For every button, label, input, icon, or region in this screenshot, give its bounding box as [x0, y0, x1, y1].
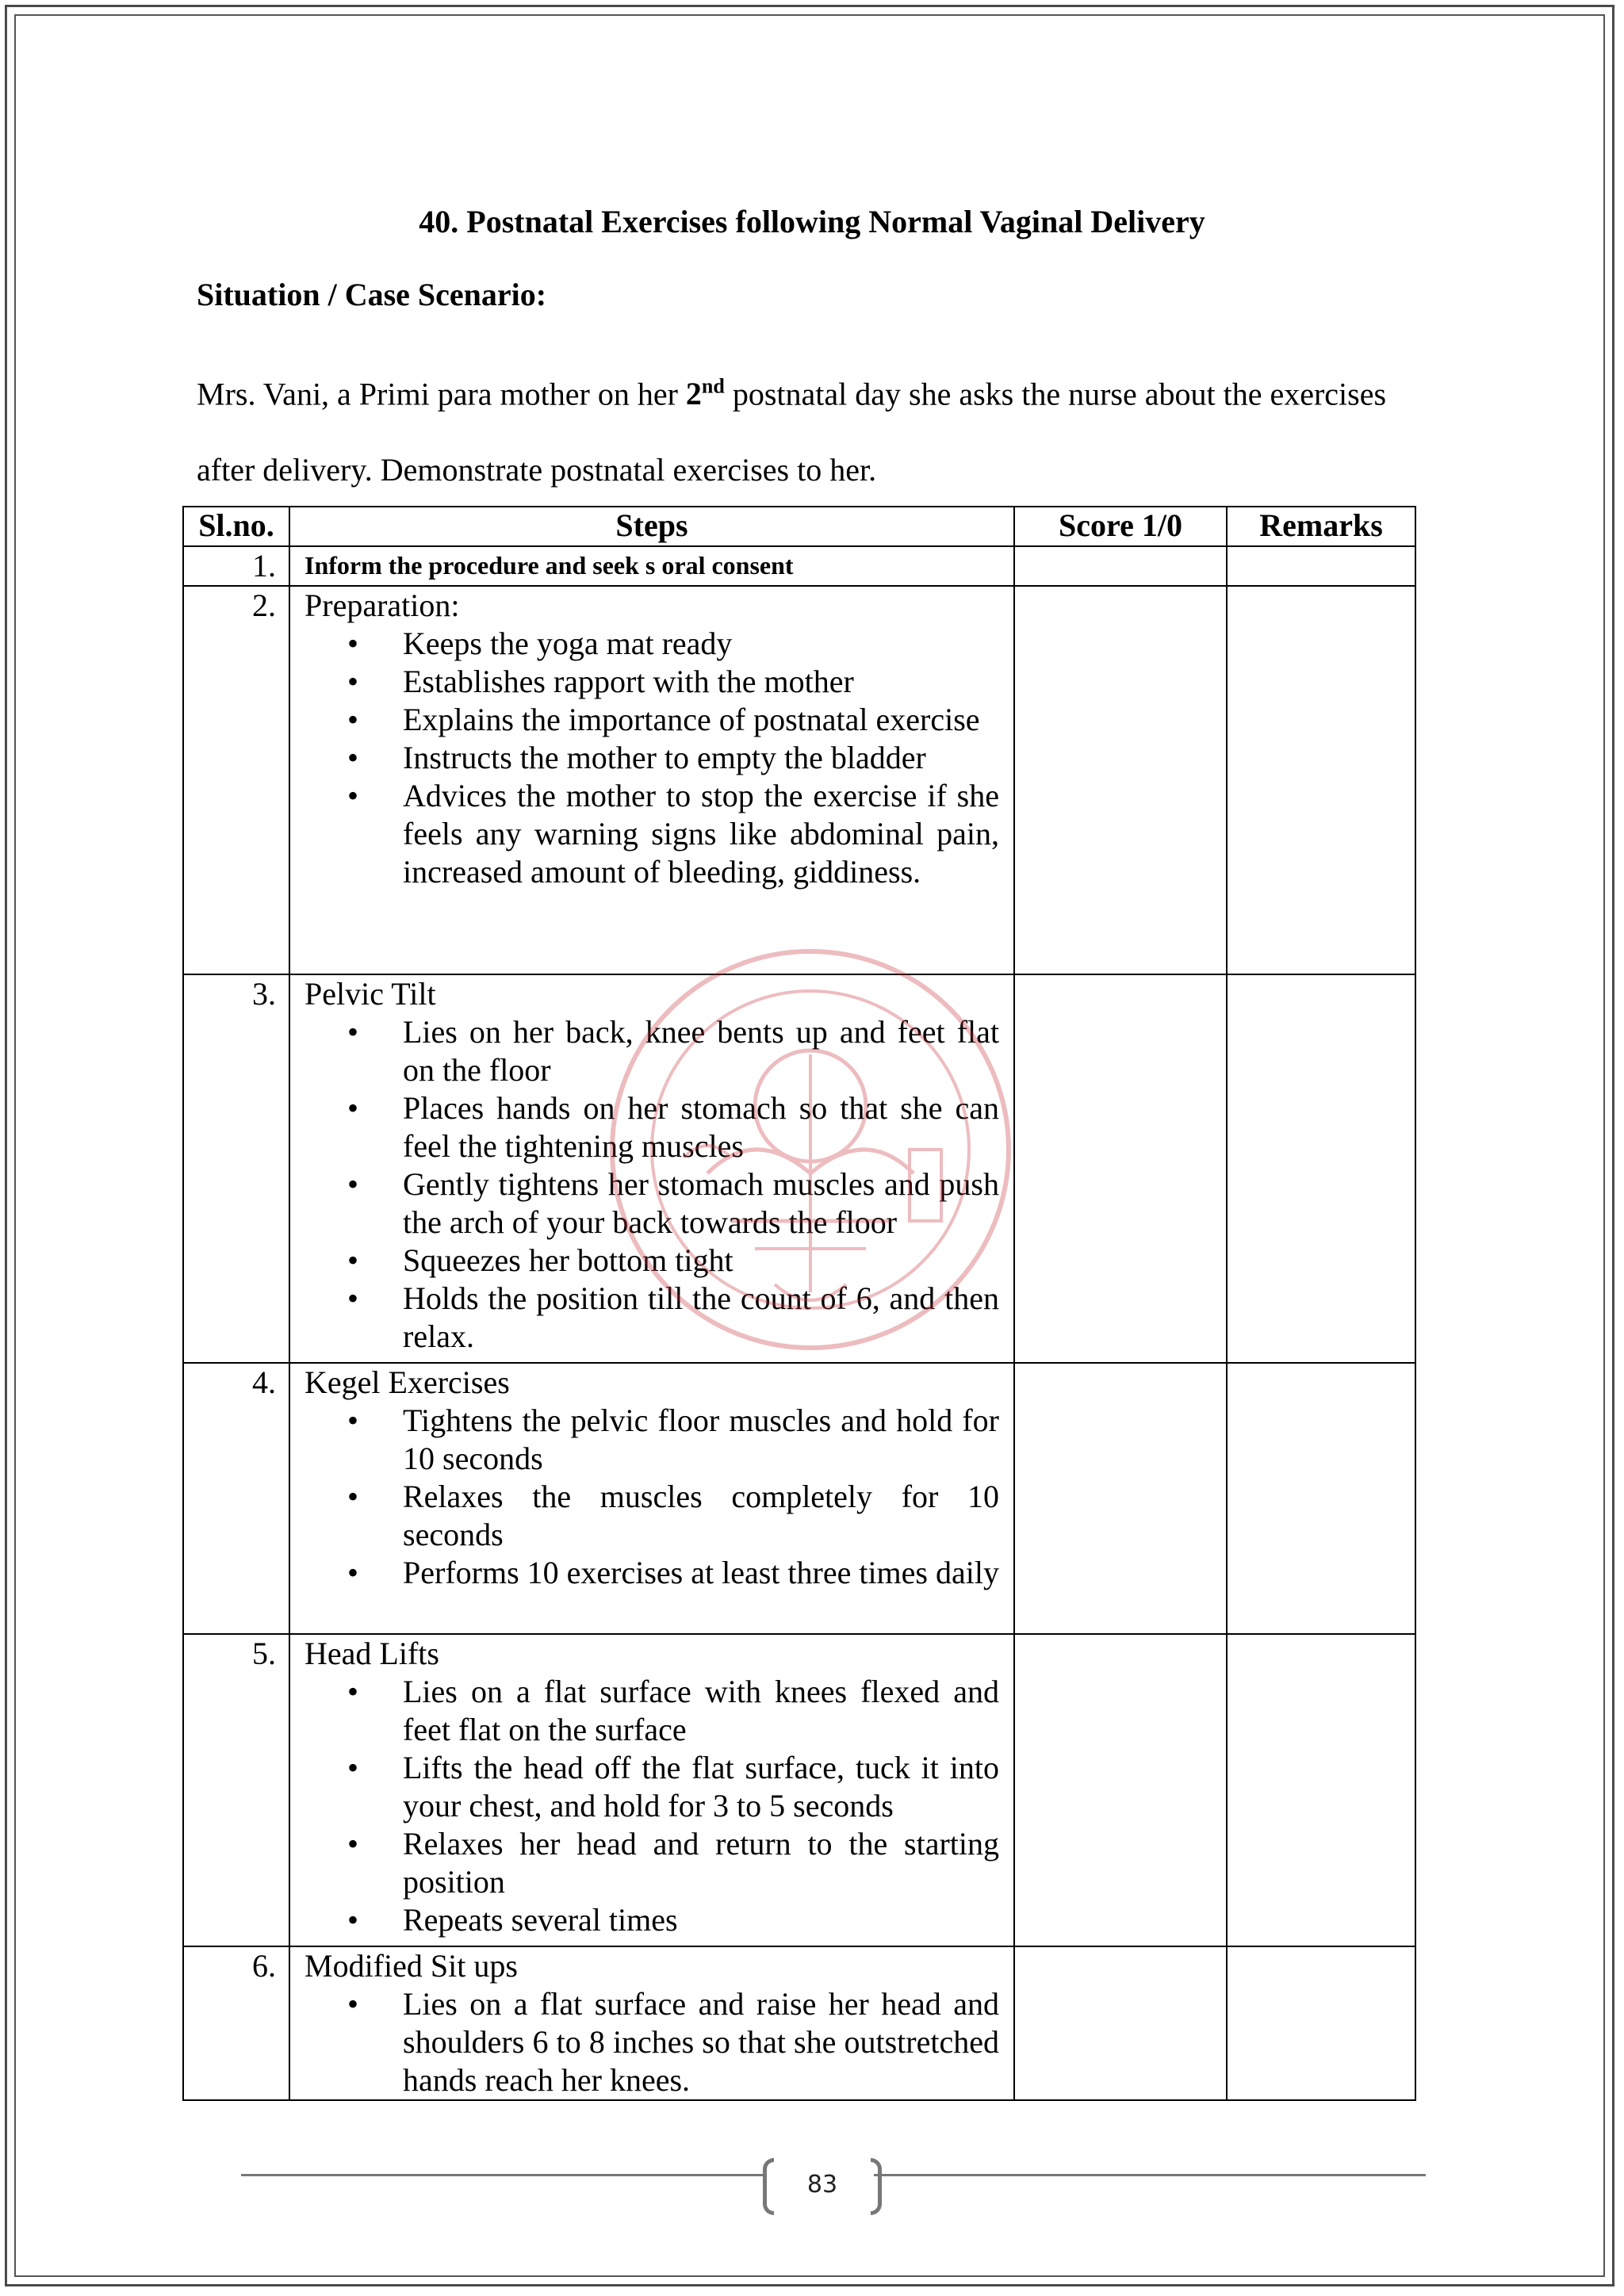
footer-bracket-right — [871, 2158, 882, 2215]
list-item: • Gently tightens her stomach muscles and push the arch of your back towards the floor — [403, 1165, 999, 1242]
remarks-cell — [1227, 546, 1415, 586]
footer-rule-right — [874, 2174, 1426, 2176]
list-item: • Lifts the head off the flat surface, tuck it into your chest, and hold for 3 to 5 seconds — [403, 1749, 999, 1825]
row-number: 6. — [183, 1946, 289, 2100]
header-remarks: Remarks — [1227, 507, 1415, 546]
list-item: • Tightens the pelvic floor muscles and hold for 10 seconds — [403, 1402, 999, 1478]
score-cell — [1014, 1634, 1227, 1946]
score-cell — [1014, 974, 1227, 1363]
scenario-paragraph — [197, 349, 1434, 508]
list-item: • Places hands on her stomach so that she can feel the tightening muscles — [403, 1089, 999, 1165]
table-row — [183, 1634, 1415, 1946]
situation-heading: Situation / Case Scenario: — [197, 277, 547, 312]
list-item: • Squeezes her bottom tight — [403, 1242, 999, 1280]
table-row — [183, 974, 1415, 1363]
score-cell — [1014, 1363, 1227, 1634]
step-title: Head Lifts — [304, 1636, 439, 1671]
step-title: Inform the procedure and seek s oral consent — [304, 551, 794, 580]
row-number: 3. — [183, 974, 289, 1363]
ordinal-number: 2 — [685, 376, 702, 412]
list-item: • Relaxes her head and return to the starting position — [403, 1825, 999, 1901]
header-sl-no: Sl.no. — [183, 507, 289, 546]
score-cell — [1014, 1946, 1227, 2100]
list-item: • Lies on a flat surface and raise her head and shoulders 6 to 8 inches so that she outstretched hands reach her knees. — [403, 1985, 999, 2099]
header-steps: Steps — [289, 507, 1014, 546]
row-number: 2. — [183, 586, 289, 974]
score-cell — [1014, 546, 1227, 586]
step-bullet-list — [304, 1985, 999, 2099]
list-item: • Relaxes the muscles completely for 10 seconds — [403, 1478, 999, 1554]
footer-bracket-left — [763, 2158, 774, 2215]
list-item: • Performs 10 exercises at least three times daily — [403, 1554, 999, 1592]
step-cell — [289, 974, 1014, 1363]
list-item: • Advices the mother to stop the exercise if she feels any warning signs like abdominal pain, increased amount of bleeding, giddiness. — [403, 777, 999, 891]
list-item: • Explains the importance of postnatal exercise — [403, 701, 999, 739]
table-header-row — [183, 507, 1415, 546]
remarks-cell — [1227, 1363, 1415, 1634]
step-bullet-list — [304, 625, 999, 891]
step-title: Modified Sit ups — [304, 1948, 518, 1984]
step-title: Kegel Exercises — [304, 1364, 510, 1400]
row-number: 1. — [183, 546, 289, 586]
header-score: Score 1/0 — [1014, 507, 1227, 546]
remarks-cell — [1227, 1634, 1415, 1946]
remarks-cell — [1227, 1946, 1415, 2100]
step-cell — [289, 1946, 1014, 2100]
table-row — [183, 1946, 1415, 2100]
scenario-text-end: postnatal day she asks the nurse about the exercises after delivery. Demonstrate postnatal exercises to her. — [197, 376, 1387, 488]
step-title: Preparation: — [304, 587, 460, 623]
score-cell — [1014, 586, 1227, 974]
step-cell — [289, 546, 1014, 586]
scenario-text-start: Mrs. Vani, a Primi para mother on her — [197, 376, 686, 412]
step-bullet-list — [304, 1013, 999, 1356]
document-title: 40. Postnatal Exercises following Normal Vaginal Delivery — [419, 204, 1205, 239]
table-row — [183, 1363, 1415, 1634]
step-cell — [289, 1363, 1014, 1634]
step-cell — [289, 1634, 1014, 1946]
step-bullet-list — [304, 1402, 999, 1592]
procedure-table — [182, 506, 1416, 2101]
list-item: • Keeps the yoga mat ready — [403, 625, 999, 663]
page-number: 83 — [806, 2171, 838, 2198]
step-cell — [289, 586, 1014, 974]
table-row — [183, 546, 1415, 586]
list-item: • Lies on her back, knee bents up and feet flat on the floor — [403, 1013, 999, 1089]
row-number: 4. — [183, 1363, 289, 1634]
step-bullet-list — [304, 1673, 999, 1939]
list-item: • Repeats several times — [403, 1901, 999, 1939]
remarks-cell — [1227, 974, 1415, 1363]
step-title: Pelvic Tilt — [304, 976, 436, 1012]
row-number: 5. — [183, 1634, 289, 1946]
remarks-cell — [1227, 586, 1415, 974]
scenario-ordinal — [686, 376, 725, 411]
list-item: • Establishes rapport with the mother — [403, 663, 999, 701]
list-item: • Instructs the mother to empty the bladder — [403, 739, 999, 777]
list-item: • Holds the position till the count of 6, and then relax. — [403, 1280, 999, 1356]
footer-rule-left — [241, 2174, 763, 2176]
table-row — [183, 586, 1415, 974]
list-item: • Lies on a flat surface with knees flexed and feet flat on the surface — [403, 1673, 999, 1749]
ordinal-suffix: nd — [701, 375, 725, 398]
